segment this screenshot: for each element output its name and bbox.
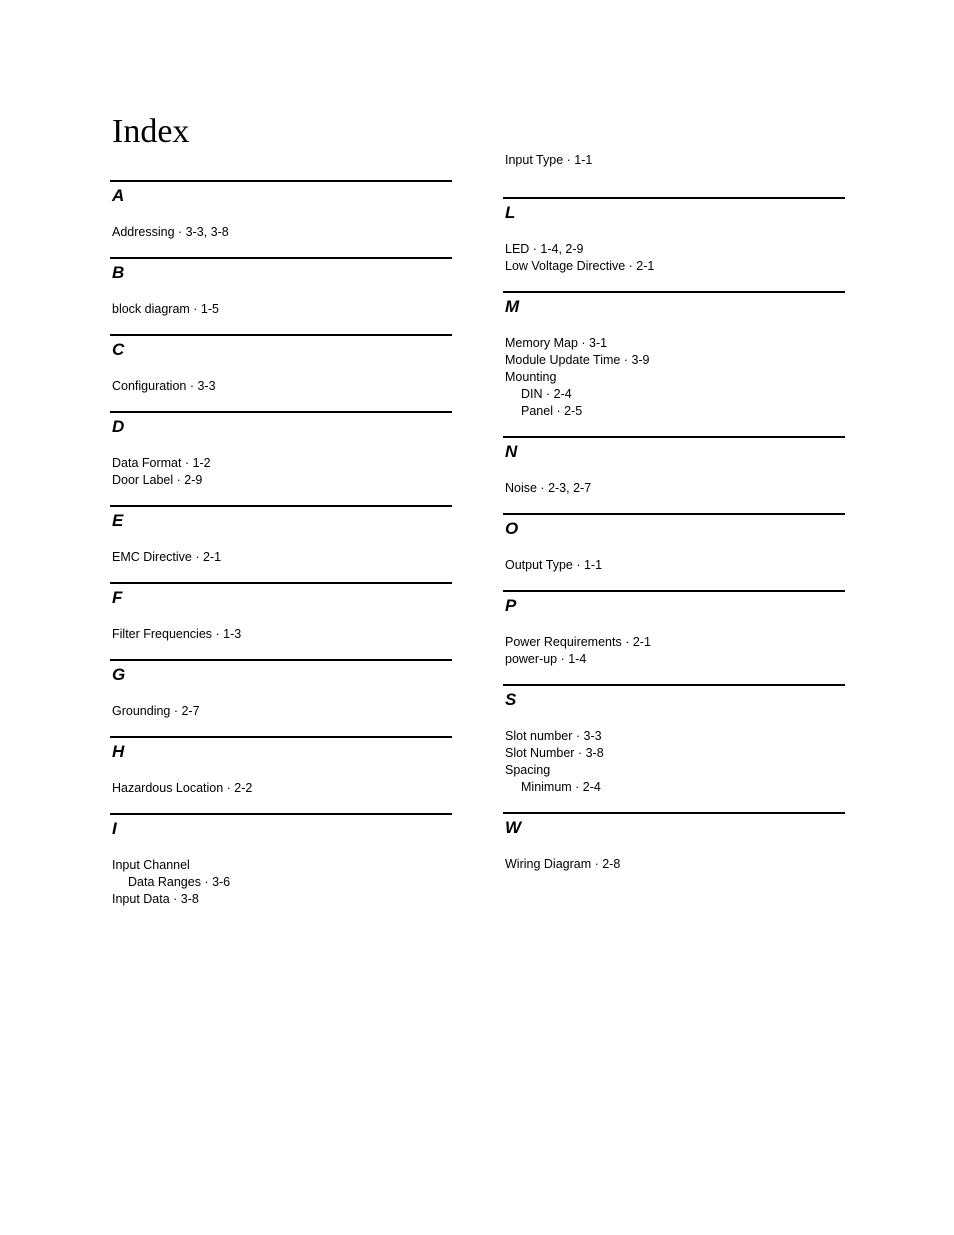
index-entry: Input Data · 3-8	[112, 892, 199, 906]
index-entry: Input Channel	[112, 858, 190, 872]
index-subentry: Data Ranges · 3-6	[128, 875, 231, 889]
index-section-n	[503, 436, 845, 513]
section-letter: W	[505, 818, 522, 837]
entry-list	[503, 319, 845, 436]
index-entry: Hazardous Location · 2-2	[112, 781, 253, 795]
section-letter: I	[112, 819, 117, 838]
entry-list	[503, 464, 845, 513]
section-letter: P	[505, 596, 517, 615]
entry-list	[503, 541, 845, 590]
section-letter: A	[112, 186, 125, 205]
index-subentry: DIN · 2-4	[521, 387, 572, 401]
index-section-i	[110, 813, 452, 924]
entry-list	[110, 439, 452, 505]
section-letter: O	[505, 519, 519, 538]
index-entry: Output Type · 1-1	[505, 558, 603, 572]
index-entry: Slot Number · 3-8	[505, 746, 604, 760]
index-entry: Filter Frequencies · 1-3	[112, 627, 242, 641]
index-entry: Grounding · 2-7	[112, 704, 200, 718]
carryover-entries	[505, 152, 592, 169]
entry-list	[503, 712, 845, 812]
index-entry: Addressing · 3-3, 3-8	[112, 225, 229, 239]
index-section-b	[110, 257, 452, 334]
entry-list	[110, 841, 452, 924]
index-entry: Noise · 2-3, 2-7	[505, 481, 592, 495]
entry-list	[110, 208, 452, 257]
index-entry: Configuration · 3-3	[112, 379, 216, 393]
index-entry: Wiring Diagram · 2-8	[505, 857, 621, 871]
section-letter: N	[505, 442, 518, 461]
entry-list	[110, 533, 452, 582]
entry-list	[110, 687, 452, 736]
index-entry: LED · 1-4, 2-9	[505, 242, 584, 256]
entry-list	[110, 764, 452, 813]
index-entry: Spacing	[505, 763, 551, 777]
index-entry: Data Format · 1-2	[112, 456, 211, 470]
index-section-f	[110, 582, 452, 659]
index-subentry: Minimum · 2-4	[521, 780, 601, 794]
index-section-p	[503, 590, 845, 684]
section-letter: C	[112, 340, 125, 359]
index-section-m	[503, 291, 845, 436]
index-section-c	[110, 334, 452, 411]
page-title: Index	[112, 113, 190, 150]
index-section-g	[110, 659, 452, 736]
index-section-h	[110, 736, 452, 813]
section-letter: B	[112, 263, 125, 282]
section-letter: E	[112, 511, 124, 530]
index-section-d	[110, 411, 452, 505]
index-entry: EMC Directive · 2-1	[112, 550, 222, 564]
index-section-l	[503, 197, 845, 291]
section-letter: M	[505, 297, 520, 316]
entry-list	[110, 610, 452, 659]
index-entry: power-up · 1-4	[505, 652, 587, 666]
entry-list	[110, 362, 452, 411]
index-section-a	[110, 180, 452, 257]
section-letter: H	[112, 742, 125, 761]
index-entry: Mounting	[505, 370, 557, 384]
index-subentry: Panel · 2-5	[521, 404, 583, 418]
index-entry: Memory Map · 3-1	[505, 336, 608, 350]
index-section-o	[503, 513, 845, 590]
entry-list	[503, 840, 845, 889]
index-section-w	[503, 812, 845, 889]
section-letter: D	[112, 417, 125, 436]
section-letter: L	[505, 203, 516, 222]
entry-list	[503, 618, 845, 684]
index-section-s	[503, 684, 845, 812]
entry-list	[503, 225, 845, 291]
index-entry: block diagram · 1-5	[112, 302, 219, 316]
index-entry: Power Requirements · 2-1	[505, 635, 651, 649]
index-entry: Slot number · 3-3	[505, 729, 602, 743]
index-section-e	[110, 505, 452, 582]
index-entry: Input Type · 1-1	[505, 153, 593, 167]
section-letter: G	[112, 665, 126, 684]
section-letter: S	[505, 690, 517, 709]
section-letter: F	[112, 588, 123, 607]
index-column-right	[503, 197, 845, 889]
entry-list	[110, 285, 452, 334]
index-column-left	[110, 180, 452, 924]
index-entry: Door Label · 2-9	[112, 473, 203, 487]
index-entry: Module Update Time · 3-9	[505, 353, 650, 367]
index-entry: Low Voltage Directive · 2-1	[505, 259, 655, 273]
